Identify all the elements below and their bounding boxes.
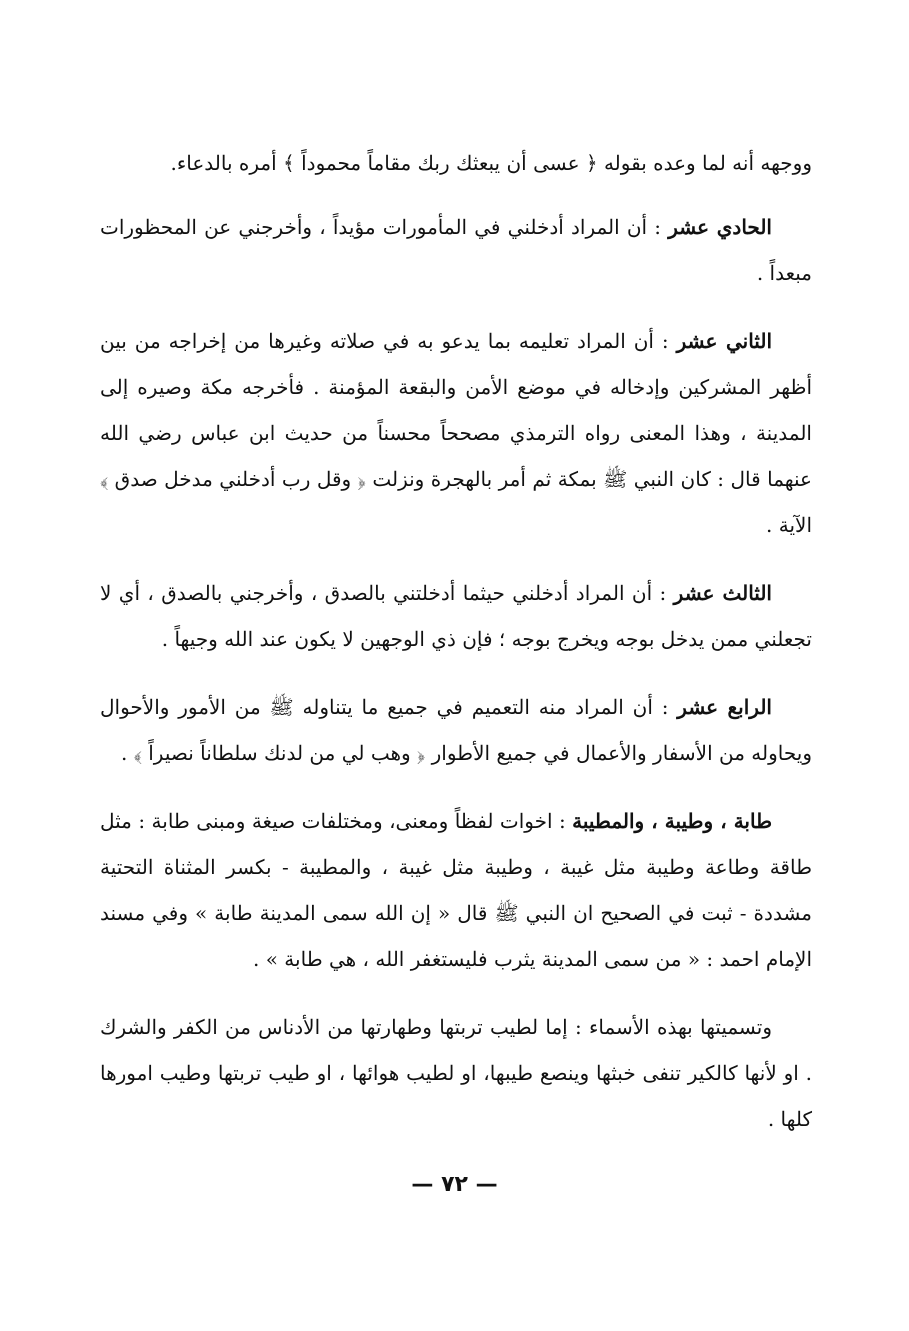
paragraph-6-text: : اخوات لفظاً ومعنى، ومختلفات صيغة ومبنى طابة : مثل طاقة وطاعة وطيبة مثل غيبة ، وطيبة مثل غيبة ، والمطيبة - بكسر المثناة التحتية مشددة - ثبت في الصحيح ان النبي ﷺ قال « إن الله سمى المدينة طابة » وفي مسند الإمام احمد : « من سمى المدينة يثرب فليستغفر الله ، هي طابة » . (100, 809, 812, 971)
paragraph-1 (100, 140, 812, 186)
paragraph-5-text: : أن المراد منه التعميم في جميع ما يتناوله ﷺ من الأمور والأحوال ويحاوله من الأسفار والأعمال في جميع الأطوار ﴿ وهب لي من لدنك سلطاناً نصيراً ﴾ . (100, 695, 812, 765)
body-text (100, 140, 812, 1164)
paragraph-6-lead: طابة ، وطيبة ، والمطيبة (572, 809, 772, 833)
paragraph-3-text: : أن المراد تعليمه بما يدعو به في صلاته وغيرها من إخراجه من بين أظهر المشركين وإدخاله في موضع الأمن والبقعة المؤمنة . فأخرجه مكة وصيره إلى المدينة ، وهذا المعنى رواه الترمذي مصححاً محسناً من حديث ابن عباس رضي الله عنهما قال : كان النبي ﷺ بمكة ثم أمر بالهجرة ونزلت ﴿ وقل رب أدخلني مدخل صدق ﴾ الآية . (100, 329, 812, 537)
paragraph-5-lead: الرابع عشر (677, 695, 772, 719)
paragraph-4-text: : أن المراد أدخلني حيثما أدخلتني بالصدق ، وأخرجني بالصدق ، أي لا تجعلني ممن يدخل بوجه ويخرج بوجه ؛ فإن ذي الوجهين لا يكون عند الله وجيهاً . (100, 581, 812, 651)
paragraph-2-lead: الحادي عشر (668, 215, 772, 239)
paragraph-1-text: ووجهه أنه لما وعده بقوله ﴿ عسى أن يبعثك ربك مقاماً محموداً ﴾ أمره بالدعاء. (170, 151, 812, 175)
paragraph-7-text: وتسميتها بهذه الأسماء : إما لطيب تربتها وطهارتها من الأدناس من الكفر والشرك . او لأنها كالكير تنفى خبثها وينصع طيبها، او لطيب هوائها ، او طيب تربتها وطيب امورها كلها . (100, 1015, 812, 1131)
paragraph-2 (100, 204, 812, 296)
paragraph-5 (100, 684, 812, 776)
paragraph-7 (100, 1004, 812, 1142)
paragraph-3 (100, 318, 812, 548)
paragraph-4-lead: الثالث عشر (673, 581, 772, 605)
paragraph-4 (100, 570, 812, 662)
paragraph-3-lead: الثاني عشر (676, 329, 772, 353)
paragraph-6 (100, 798, 812, 982)
paragraph-2-text: : أن المراد أدخلني في المأمورات مؤيداً ، وأخرجني عن المحظورات مبعداً . (100, 215, 812, 285)
page-number: — ٧٢ — (411, 1172, 498, 1197)
